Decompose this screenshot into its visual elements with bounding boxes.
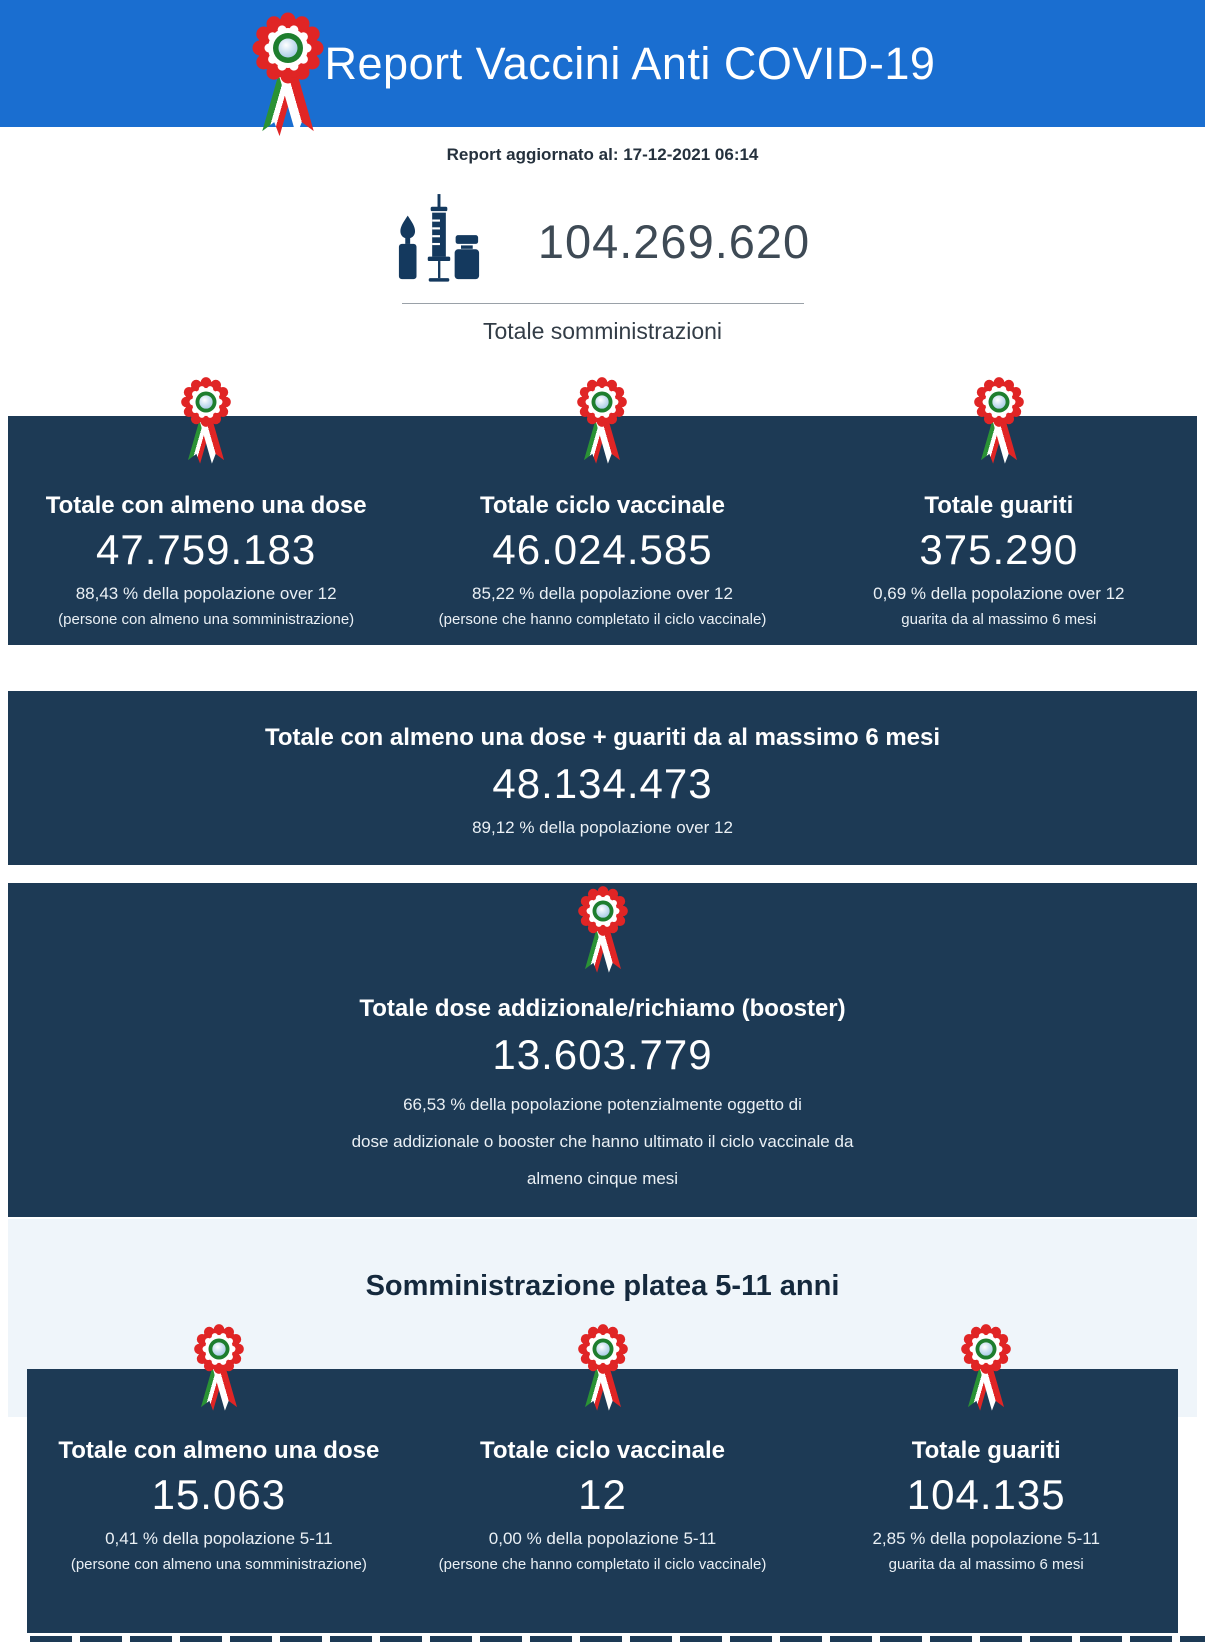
cockade-icon (411, 1321, 795, 1426)
stat-description (8, 1086, 1197, 1197)
cockade-icon (8, 883, 1197, 988)
divider (402, 303, 804, 304)
section-heading: Somministrazione platea 5-11 anni (365, 1270, 840, 1302)
total-value: 104.269.620 (537, 214, 811, 268)
stat-desc-1: 66,53 % della popolazione potenzialmente oggetto di (403, 1095, 802, 1114)
stat-desc-1: 89,12 % della popolazione over 12 (472, 818, 733, 837)
stat-value: 104.135 (906, 1471, 1066, 1518)
stat-title: Totale dose addizionale/richiamo (booster) (359, 995, 846, 1022)
stat-desc-2: guarita da al massimo 6 mesi (888, 1556, 1084, 1573)
cockade-icon (27, 1321, 411, 1426)
stat-card-ciclo-vaccinale-5-11 (411, 1369, 795, 1574)
stat-title: Totale guariti (924, 492, 1074, 519)
updated-timestamp: Report aggiornato al: 17-12-2021 06:14 (446, 145, 759, 164)
combined-stats-band (8, 691, 1197, 865)
stat-value: 46.024.585 (492, 526, 713, 573)
stat-desc-1: 0,69 % della popolazione over 12 (873, 584, 1125, 603)
syringe-vials-icon (395, 192, 483, 290)
total-row (0, 191, 1205, 291)
cockade-icon (238, 8, 338, 158)
stat-desc-2: (persone che hanno completato il ciclo vaccinale) (438, 1556, 767, 1573)
stat-value: 12 (578, 1471, 627, 1518)
stat-desc-3: almeno cinque mesi (526, 1169, 679, 1188)
cockade-icon (8, 374, 404, 479)
stat-desc-2: guarita da al massimo 6 mesi (901, 611, 1097, 628)
stat-title: Totale con almeno una dose (58, 1437, 380, 1464)
over12-stats-band (8, 416, 1197, 645)
booster-stats-band (8, 883, 1197, 1217)
stat-value: 47.759.183 (96, 526, 317, 573)
header (0, 0, 1205, 127)
platea-5-11-section (8, 1219, 1197, 1633)
stat-title: Totale con almeno una dose + guariti da al massimo 6 mesi (264, 724, 941, 751)
stat-value: 15.063 (151, 1471, 287, 1518)
cockade-icon (794, 1321, 1178, 1426)
stat-title: Totale ciclo vaccinale (479, 492, 725, 519)
stat-desc-2: dose addizionale o booster che hanno ultimato il ciclo vaccinale da (351, 1132, 854, 1151)
cockade-icon (404, 374, 800, 479)
stat-desc-1: 88,43 % della popolazione over 12 (75, 584, 337, 603)
stat-desc-1: 2,85 % della popolazione 5-11 (872, 1529, 1100, 1548)
total-label: Totale somministrazioni (482, 318, 723, 344)
page-title: Report Vaccini Anti COVID-19 (324, 38, 936, 89)
stat-card-guariti-5-11 (794, 1369, 1178, 1574)
stat-desc-2: (persone che hanno completato il ciclo vaccinale) (438, 611, 767, 628)
stat-title: Totale guariti (911, 1437, 1061, 1464)
stat-card-guariti (801, 416, 1197, 629)
stat-title: Totale con almeno una dose (45, 492, 367, 519)
stat-value: 48.134.473 (492, 760, 713, 807)
stat-value: 375.290 (919, 526, 1079, 573)
stat-card-ciclo-vaccinale (404, 416, 800, 629)
stat-title: Totale ciclo vaccinale (480, 1437, 726, 1464)
stat-desc-2: (persone con almeno una somministrazione) (58, 611, 355, 628)
stat-card-almeno-una-dose-5-11 (27, 1369, 411, 1574)
next-section-edge (30, 1636, 1205, 1642)
total-administrations (0, 191, 1205, 346)
cockade-icon (801, 374, 1197, 479)
stat-value: 13.603.779 (492, 1031, 713, 1078)
stat-desc-1: 0,41 % della popolazione 5-11 (105, 1529, 333, 1548)
stat-card-almeno-una-dose (8, 416, 404, 629)
stat-desc-1: 0,00 % della popolazione 5-11 (488, 1529, 717, 1548)
age511-stats-band (27, 1369, 1178, 1633)
stat-desc-2: (persone con almeno una somministrazione) (70, 1556, 367, 1573)
stat-desc-1: 85,22 % della popolazione over 12 (472, 584, 733, 603)
